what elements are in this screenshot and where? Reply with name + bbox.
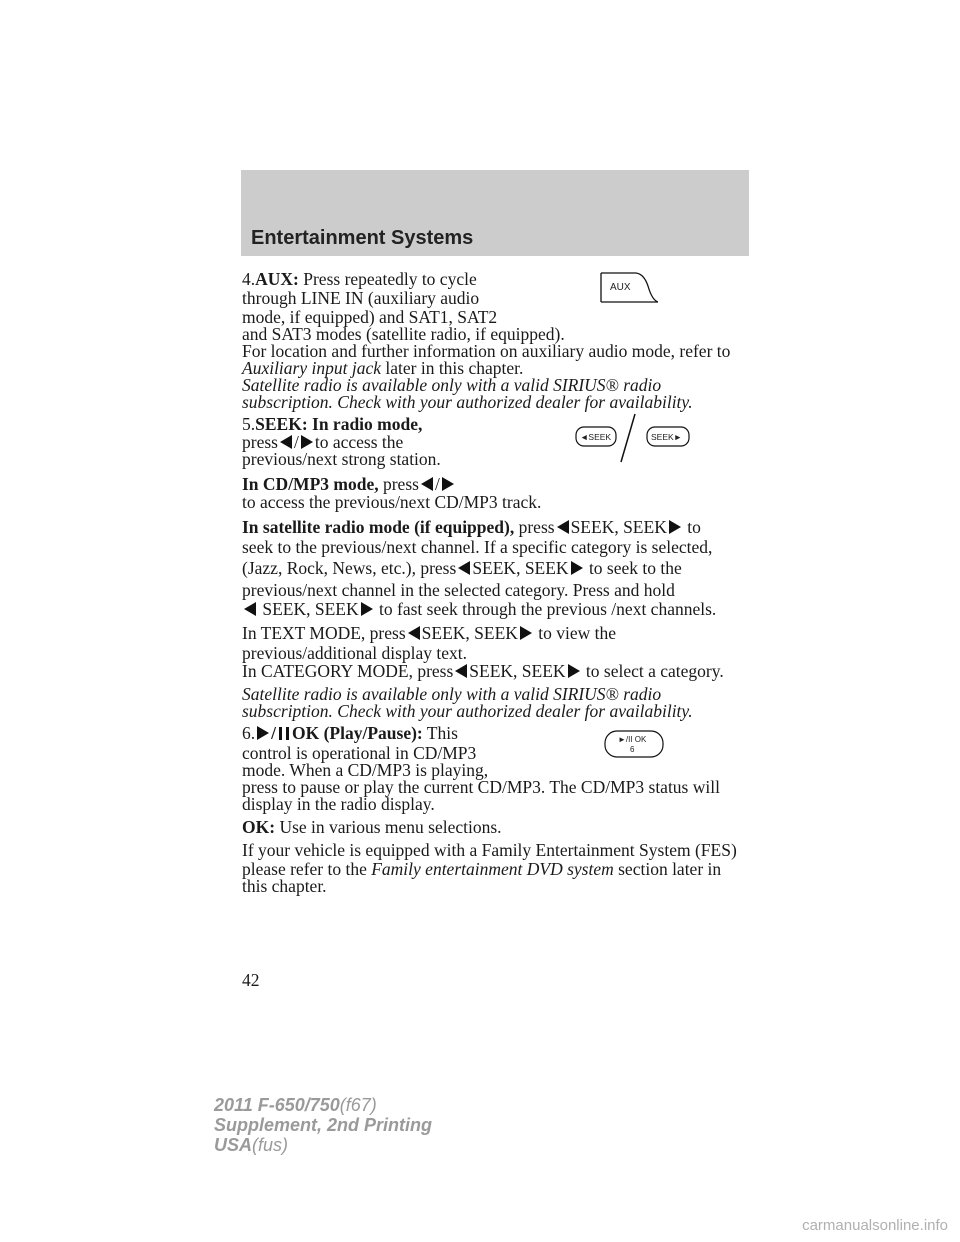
section-title: Entertainment Systems bbox=[251, 227, 474, 249]
cat-left-triangle-icon bbox=[455, 664, 467, 678]
ok-line-4: press to pause or play the current CD/MP3. The CD/MP3 status will bbox=[242, 777, 720, 797]
fes-line-1: If your vehicle is equipped with a Family Entertainment System (FES) bbox=[242, 840, 737, 860]
seek-right-label: SEEK► bbox=[651, 432, 683, 442]
seek-label: SEEK: In radio mode, bbox=[255, 414, 423, 434]
aux-line-3: mode, if equipped) and SAT1, SAT2 bbox=[242, 307, 498, 327]
aux-note-2: subscription. Check with your authorized dealer for availability. bbox=[242, 392, 693, 412]
seek-text-mode-line-2: previous/additional display text. bbox=[242, 643, 468, 663]
cd-left-triangle-icon bbox=[421, 477, 433, 491]
aux-line-4: and SAT3 modes (satellite radio, if equipped). bbox=[242, 324, 565, 344]
aux-line-5: For location and further information on auxiliary audio mode, refer to bbox=[242, 341, 731, 361]
footer-line-3: USA(fus) bbox=[214, 1135, 289, 1155]
fes-line-3: this chapter. bbox=[242, 876, 327, 896]
seek-sat-line-4: previous/next channel in the selected category. Press and hold bbox=[242, 580, 675, 600]
sat-cat-left-triangle-icon bbox=[458, 561, 470, 575]
fes-line-2: please refer to the Family entertainment DVD system section later in bbox=[242, 859, 722, 879]
seek-text-mode-line-1: In TEXT MODE, press SEEK, SEEK to view the bbox=[242, 623, 617, 643]
hold-right-triangle-icon bbox=[361, 602, 373, 616]
ok-label: OK (Play/Pause): bbox=[292, 723, 423, 743]
sat-cat-right-triangle-icon bbox=[571, 561, 583, 575]
aux-line-1: 4.AUX: Press repeatedly to cycle bbox=[242, 269, 477, 289]
seek-left-triangle-icon bbox=[280, 435, 292, 449]
cat-right-triangle-icon bbox=[568, 664, 580, 678]
play-pause-ok-button-icon bbox=[604, 730, 664, 758]
fes-link: Family entertainment DVD system bbox=[371, 859, 614, 879]
watermark: carmanualsonline.info bbox=[802, 1217, 948, 1234]
seek-line-2: press / to access the bbox=[242, 432, 404, 452]
seek-note-2: subscription. Check with your authorized dealer for availability. bbox=[242, 701, 693, 721]
footer-line-2: Supplement, 2nd Printing bbox=[214, 1115, 433, 1135]
seek-line-3: previous/next strong station. bbox=[242, 449, 441, 469]
play-triangle-icon bbox=[257, 726, 269, 740]
hold-left-triangle-icon bbox=[244, 602, 256, 616]
ok-line-1: 6. / OK (Play/Pause): This bbox=[242, 723, 458, 743]
ok-button-line-1: ►/II OK bbox=[618, 735, 647, 744]
footer-line-1: 2011 F-650/750(f67) bbox=[214, 1095, 377, 1115]
ok-line-3: mode. When a CD/MP3 is playing, bbox=[242, 760, 489, 780]
ok-line-5: display in the radio display. bbox=[242, 794, 435, 814]
ok-menu-line: OK: Use in various menu selections. bbox=[242, 817, 502, 837]
aux-icon-label: AUX bbox=[610, 282, 631, 293]
seek-sat-line-2: seek to the previous/next channel. If a specific category is selected, bbox=[242, 537, 713, 557]
seek-cd-line-2: to access the previous/next CD/MP3 track. bbox=[242, 492, 542, 512]
seek-sat-line-1: In satellite radio mode (if equipped), press SEEK, SEEK to bbox=[242, 517, 701, 537]
seek-sat-line-3: (Jazz, Rock, News, etc.), press SEEK, SEEK to seek to the bbox=[242, 558, 682, 578]
seek-left-label: ◄SEEK bbox=[580, 432, 612, 442]
aux-label: AUX: bbox=[255, 269, 299, 289]
cd-right-triangle-icon bbox=[442, 477, 454, 491]
text-left-triangle-icon bbox=[408, 626, 420, 640]
seek-category-line: In CATEGORY MODE, press SEEK, SEEK to select a category. bbox=[242, 661, 724, 681]
seek-right-triangle-icon bbox=[301, 435, 313, 449]
sat-right-triangle-icon bbox=[669, 520, 681, 534]
ok-line-2: control is operational in CD/MP3 bbox=[242, 743, 477, 763]
aux-note-1: Satellite radio is available only with a valid SIRIUS® radio bbox=[242, 375, 662, 395]
seek-buttons-icon bbox=[575, 412, 695, 464]
aux-line-6: Auxiliary input jack later in this chapter. bbox=[242, 358, 524, 378]
text-right-triangle-icon bbox=[520, 626, 532, 640]
aux-button-icon bbox=[600, 272, 658, 304]
pause-icon bbox=[279, 727, 289, 740]
page-number: 42 bbox=[242, 970, 260, 990]
section-header bbox=[241, 170, 749, 256]
seek-note-1: Satellite radio is available only with a valid SIRIUS® radio bbox=[242, 684, 662, 704]
seek-line-1: 5.SEEK: In radio mode, bbox=[242, 414, 423, 434]
aux-line-2: through LINE IN (auxiliary audio bbox=[242, 288, 480, 308]
ok-button-line-2: 6 bbox=[630, 745, 635, 754]
seek-sat-line-5: SEEK, SEEK to fast seek through the previous /next channels. bbox=[242, 599, 716, 619]
sat-left-triangle-icon bbox=[557, 520, 569, 534]
seek-cd-line-1: In CD/MP3 mode, press / bbox=[242, 474, 456, 494]
